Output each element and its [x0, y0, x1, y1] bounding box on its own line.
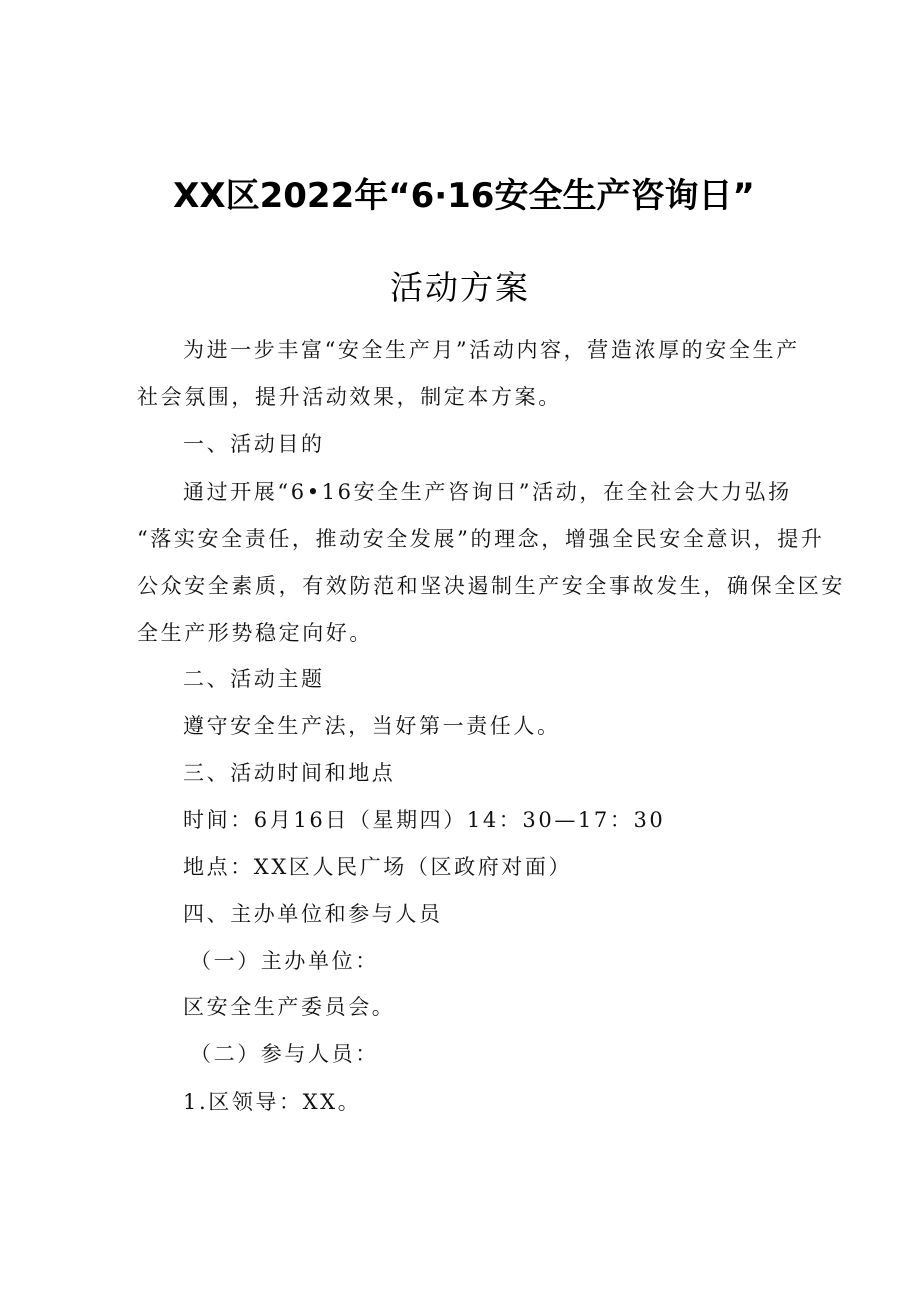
event-time: 时间：6月16日（星期四）14：30—17：30 [183, 808, 666, 832]
intro-paragraph-line-1: 为进一步丰富“安全生产月”活动内容，营造浓厚的安全生产 [183, 338, 800, 362]
purpose-paragraph-line-1: 通过开展“6•16安全生产咨询日”活动，在全社会大力弘扬 [183, 480, 792, 504]
event-place: 地点：XX区人民广场（区政府对面） [183, 855, 573, 879]
document-subtitle: 活动方案 [390, 268, 530, 307]
purpose-paragraph-line-3: 公众安全素质，有效防范和坚决遏制生产安全事故发生，确保全区安 [137, 574, 845, 598]
subheading-host: （一）主办单位： [190, 949, 379, 973]
theme-text: 遵守安全生产法，当好第一责任人。 [183, 714, 561, 738]
purpose-paragraph-line-2: “落实安全责任，推动安全发展”的理念，增强全民安全意识，提升 [137, 527, 825, 551]
subheading-participants: （二）参与人员： [190, 1042, 379, 1066]
section-heading-time-place: 三、活动时间和地点 [183, 761, 396, 785]
purpose-paragraph-line-4: 全生产形势稳定向好。 [137, 621, 373, 645]
participant-item-1: 1.区领导：XX。 [183, 1090, 362, 1114]
section-heading-purpose: 一、活动目的 [183, 432, 325, 456]
intro-paragraph-line-2: 社会氛围，提升活动效果，制定本方案。 [137, 385, 562, 409]
section-heading-theme: 二、活动主题 [183, 667, 325, 691]
document-title: XX区2022年“6·16安全生产咨询日” [173, 176, 755, 216]
host-text: 区安全生产委员会。 [183, 995, 396, 1019]
section-heading-organizers: 四、主办单位和参与人员 [183, 902, 443, 926]
